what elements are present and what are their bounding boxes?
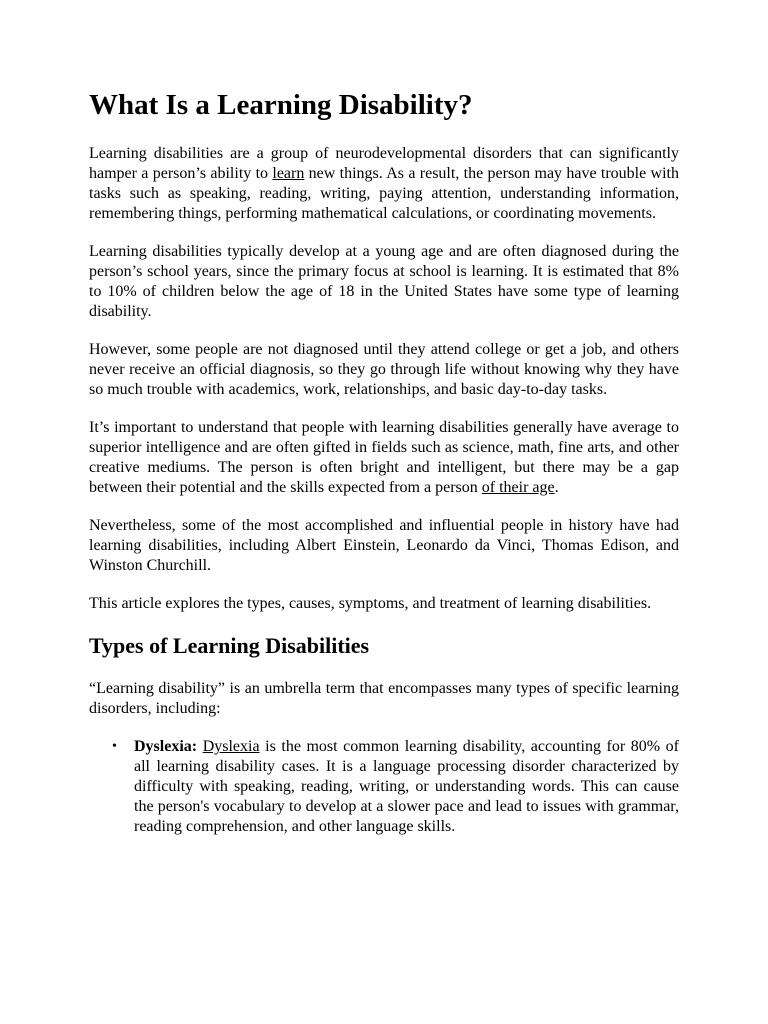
paragraph-intelligence-text-after: . [554, 478, 559, 496]
document-page [89, 88, 679, 837]
learning-disability-list [89, 737, 679, 837]
paragraph-types-intro: “Learning disability” is an umbrella term that encompasses many types of specific learning disorders, including: [89, 680, 679, 718]
bullet-icon: • [112, 739, 117, 755]
paragraph-intro-text-before: Learning disabilities are a group of neurodevelopmental disorders that can significantly hamper a person’s ability to [89, 144, 679, 182]
section-heading-types: Types of Learning Disabilities [89, 632, 370, 658]
paragraph-intelligence [89, 418, 679, 498]
list-item-dyslexia [112, 737, 680, 837]
learn-link[interactable]: learn [272, 164, 305, 182]
list-item-term: Dyslexia: [134, 738, 198, 756]
paragraph-intro-text-after: new things. As a result, the person may have trouble with tasks such as speaking, reading, writing, paying attention, understanding information, remembering things, performing mathematical calculations, or coordinating movements. [89, 164, 679, 222]
paragraph-late-diagnosis: However, some people are not diagnosed until they attend college or get a job, and others never receive an official diagnosis, so they go through life without knowing why they have so much trouble with academics, work, relationships, and basic day-to-day tasks. [89, 340, 679, 398]
of-their-age-link[interactable]: of their age [481, 478, 555, 496]
paragraph-intro [89, 144, 679, 224]
paragraph-diagnosis-age: Learning disabilities typically develop at a young age and are often diagnosed during the person’s school years, since the primary focus at school is learning. It is estimated that 8% to 10% of children below the age of 18 in the United States have some type of learning disability. [89, 242, 679, 320]
page-title: What Is a Learning Disability? [89, 89, 473, 121]
paragraph-famous-people: Nevertheless, some of the most accomplished and influential people in history have had learning disabilities, including Albert Einstein, Leonardo da Vinci, Thomas Edison, and Winston Churchill. [89, 516, 679, 574]
list-item-text: is the most common learning disability, accounting for 80% of all learning disability cases. It is a language processing disorder characterized by difficulty with speaking, reading, writing, or understanding words. This can cause the person's vocabulary to develop at a slower pace and lead to issues with grammar, reading comprehension, and other language skills. [134, 738, 680, 836]
dyslexia-link[interactable]: Dyslexia [202, 738, 260, 756]
paragraph-intelligence-text-before: It’s important to understand that people with learning disabilities generally have average to superior intelligence and are often gifted in fields such as science, math, fine arts, and other creative mediums. The person is often bright and intelligent, but there may be a gap between their potential and the skills expected from a person [89, 418, 679, 496]
paragraph-article-overview: This article explores the types, causes, symptoms, and treatment of learning disabilities. [89, 594, 652, 612]
